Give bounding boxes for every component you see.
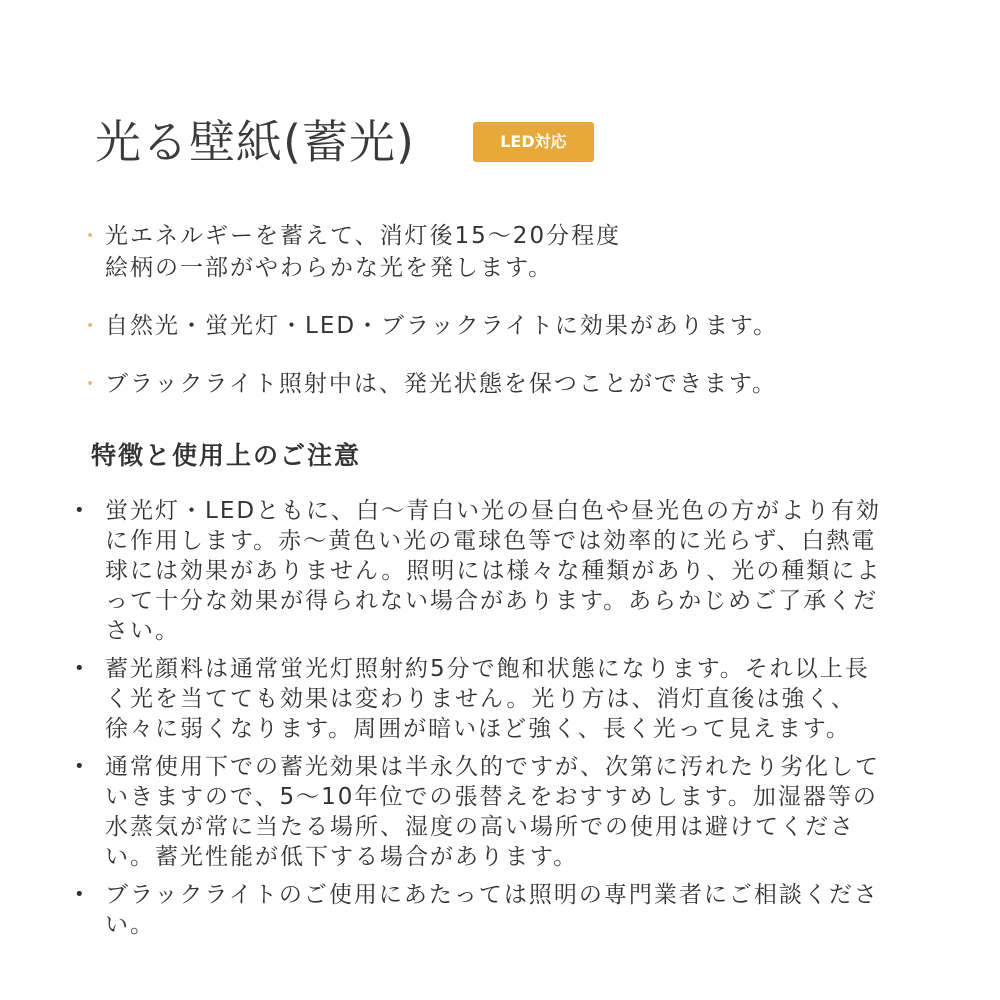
note-line: ブラックライトのご使用にあたっては照明の専門業者にご相談くださ: [105, 882, 879, 908]
bullet-icon: •: [74, 756, 87, 777]
note-line: いきますので、5〜10年位での張替えをおすすめします。加湿器等の: [105, 784, 878, 810]
page-title: 光る壁紙(蓄光): [95, 115, 415, 169]
note-item: [74, 496, 934, 646]
title-row: [95, 112, 594, 172]
note-line: さい。: [105, 618, 180, 644]
bullet-icon: •: [74, 884, 87, 905]
note-item: [74, 654, 934, 744]
feature-item: [86, 368, 946, 400]
section-title: 特徴と使用上のご注意: [91, 441, 362, 470]
note-line: 蓄光顔料は通常蛍光灯照射約5分で飽和状態になります。それ以上長: [105, 656, 870, 682]
led-badge: LED対応: [473, 122, 594, 162]
bullet-icon: •: [74, 500, 87, 521]
feature-line: 自然光・蛍光灯・LED・ブラックライトに効果があります。: [105, 313, 779, 339]
note-line: い。蓄光性能が低下する場合があります。: [105, 844, 579, 870]
feature-line: ブラックライト照射中は、発光状態を保つことができます。: [105, 371, 778, 397]
bullet-icon: •: [74, 658, 87, 679]
note-line: 通常使用下での蓄光効果は半永久的ですが、次第に汚れたり劣化して: [105, 754, 880, 780]
feature-list: [86, 220, 946, 400]
feature-line: 絵柄の一部がやわらかな光を発します。: [105, 255, 554, 281]
notes-list: [74, 496, 934, 948]
feature-line: 光エネルギーを蓄えて、消灯後15〜20分程度: [105, 223, 622, 249]
note-line: く光を当てても効果は変わりません。光り方は、消灯直後は強く、: [105, 686, 856, 712]
note-line: 球には効果がありません。照明には様々な種類があり、光の種類によ: [105, 558, 882, 584]
note-line: 水蒸気が常に当たる場所、湿度の高い場所での使用は避けてくださ: [105, 814, 855, 840]
note-line: に作用します。赤〜黄色い光の電球色等では効率的に光らず、白熱電: [105, 528, 877, 554]
note-item: [74, 752, 934, 872]
note-line: って十分な効果が得られない場合があります。あらかじめご了承くだ: [105, 588, 879, 614]
note-item: [74, 880, 934, 940]
feature-item: [86, 220, 946, 284]
note-line: 徐々に弱くなります。周囲が暗いほど強く、長く光って見えます。: [105, 716, 851, 742]
note-line: い。: [105, 912, 155, 938]
bullet-dot-icon: •: [86, 376, 97, 392]
note-line: 蛍光灯・LEDともに、白〜青白い光の昼白色や昼光色の方がより有効: [105, 498, 882, 524]
bullet-dot-icon: •: [86, 228, 97, 244]
bullet-dot-icon: •: [86, 318, 97, 334]
feature-item: [86, 310, 946, 342]
